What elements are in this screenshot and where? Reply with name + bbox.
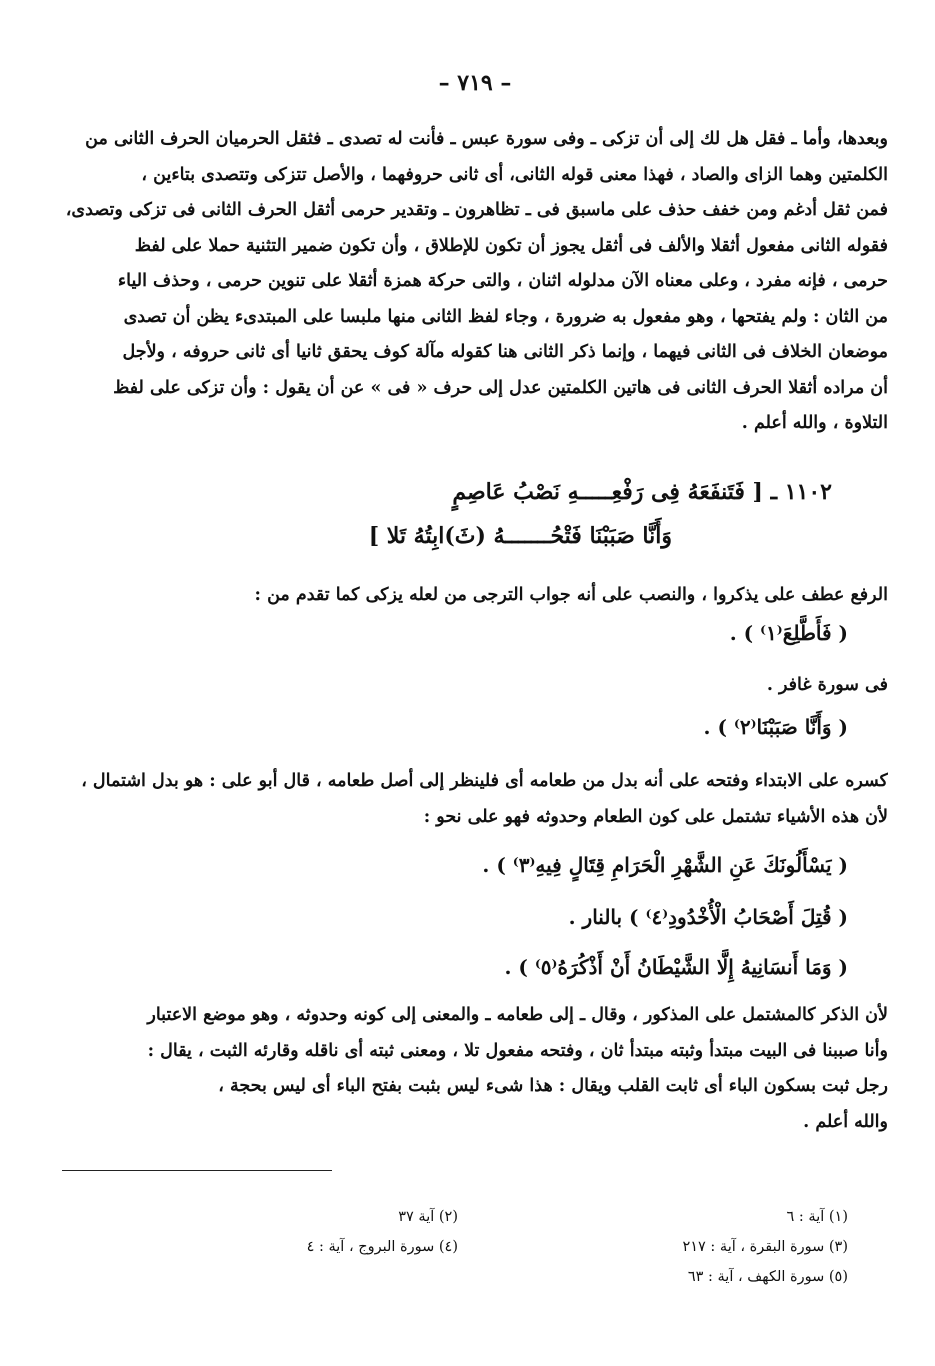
page-number: – ٧١٩ – bbox=[438, 70, 512, 96]
commentary-paragraph-2 bbox=[62, 578, 888, 614]
text-line: وبعدها، وأما ـ فقل هل لك إلى أن تزكى ـ وفى سورة عبس ـ فأنت له تصدى ـ فثقل الحرميان الحرف الثانى من bbox=[85, 129, 888, 149]
footnote-4: (٤) سورة البروج ، آية : ٤ bbox=[306, 1239, 458, 1255]
footnote-2: (٢) آية ٣٧ bbox=[398, 1209, 458, 1225]
text-line: فقوله الثانى مفعول أثقلا والألف فى أثقل يجوز أن تكون للإطلاق ، وأن تكون ضمير التثنية حملا على لفظ bbox=[134, 235, 888, 256]
text-line: فمن ثقل أدغم ومن خفف حذف على ماسبق فى ـ تظاهرون ـ وتقدير حرمى أثقل الحرف الثانى فى تزكى وتصدى، bbox=[65, 200, 888, 220]
text-line: لأن الذكر كالمشتمل على المذكور ، وقال ـ إلى طعامه ـ والمعنى إلى كونه وحدوثه ، وهو موضع الاعتبار bbox=[147, 1005, 888, 1025]
footnote-3: (٣) سورة البقرة ، آية : ٢١٧ bbox=[682, 1239, 848, 1255]
text-line: الكلمتين وهما الزاى والصاد ، فهذا معنى قوله الثانى، أى ثانى حروفهما ، والأصل تتزكى وتتصدى بتاءين ، bbox=[141, 164, 888, 185]
text-line: الرفع عطف على يذكروا ، والنصب على أنه جواب الترجى من لعله يزكى كما تقدم من : bbox=[254, 585, 888, 605]
verse-line-2: وَأَنَّا صَبَبْنَا فَتْحُـــــــهُ (ثَ)ابِتُهُ تَلا ] bbox=[368, 523, 672, 549]
text-line: وأنا صببنا فى البيت مبتدأ وثبته مبتدأ ثان ، وفتحه مفعول تلا ، ومعنى ثبته أى ناقله وقارئه الثبت ، يقال : bbox=[147, 1040, 888, 1061]
text-line: كسره على الابتداء وفتحه على أنه بدل من طعامه أى فلينظر إلى أصل طعامه ، قال أبو على : هو بدل اشتمال ، bbox=[81, 771, 888, 791]
verse-block bbox=[132, 470, 832, 558]
text-line: من الثان : ولم يفتحها ، وهو مفعول به ضرورة ، وجاء لفظ الثانى منها ملبسا على المبتدىء يظن أن تصدى bbox=[123, 306, 888, 327]
commentary-paragraph-4 bbox=[62, 764, 888, 835]
page bbox=[62, 0, 888, 1366]
text-line: أن مراده أثقلا الحرف الثانى فى هاتين الكلمتين عدل إلى حرف « فى » عن أن يقول : وأن تزكى على لفظ bbox=[113, 377, 888, 398]
footnote-1: (١) آية : ٦ bbox=[786, 1209, 848, 1225]
quran-quote-3: ( يَسْأَلُونَكَ عَنِ الشَّهْرِ الْحَرَامِ قِتَالٍ فِيهِ⁽٣⁾ ) . bbox=[482, 853, 848, 877]
text-line: رجل ثبت بسكون الباء أى ثابت القلب ويقال : هذا شىء ليس بثبت بفتح الباء أى ليس بحجة ، bbox=[218, 1076, 888, 1096]
text-line: لأن هذه الأشياء تشتمل على كون الطعام وحدوثه فهو على نحو : bbox=[423, 806, 888, 827]
footnote-5: (٥) سورة الكهف ، آية : ٦٣ bbox=[687, 1269, 848, 1285]
text-line: حرمى ، فإنه مفرد ، وعلى معناه الآن مدلوله اثنان ، والتى حركة همزة أثقلا على تنوين حرمى ، وحذف الياء bbox=[117, 271, 888, 291]
commentary-paragraph-3 bbox=[62, 668, 888, 704]
quran-quote-2: ( وَأَنَّا صَبَبْنَا⁽٢⁾ ) . bbox=[703, 715, 848, 739]
text-line: والله أعلم . bbox=[803, 1111, 888, 1132]
quran-quote-5: ( وَمَا أَنسَانِيهُ إِلَّا الشَّيْطَانُ أَنْ أَذْكُرَهُ⁽٥⁾ ) . bbox=[504, 955, 848, 979]
commentary-paragraph-5 bbox=[62, 998, 888, 1140]
footnote-divider bbox=[62, 1170, 332, 1171]
verse-line-1: ١١٠٢ ـ [ فَتَنفَعَهُ فِى رَفْعِـــــهِ نَصْبُ عَاصِمٍ bbox=[452, 479, 832, 505]
commentary-paragraph-1 bbox=[62, 122, 888, 442]
quran-quote-1: ( فَأَطَّلِعَ⁽١⁾ ) . bbox=[729, 621, 848, 645]
text-line: فى سورة غافر . bbox=[766, 675, 888, 695]
text-line: موضعان الخلاف فى الثانى فيهما ، وإنما ذكر الثانى هنا كقوله مآلة كوف يحقق ثانيا أى ثانى حروفه ، ولأجل bbox=[122, 342, 888, 362]
text-line: التلاوة ، والله أعلم . bbox=[741, 413, 888, 433]
quran-quote-4: ( قُتِلَ أَصْحَابُ الْأُخْدُودِ⁽٤⁾ ) بالنار . bbox=[568, 905, 848, 929]
